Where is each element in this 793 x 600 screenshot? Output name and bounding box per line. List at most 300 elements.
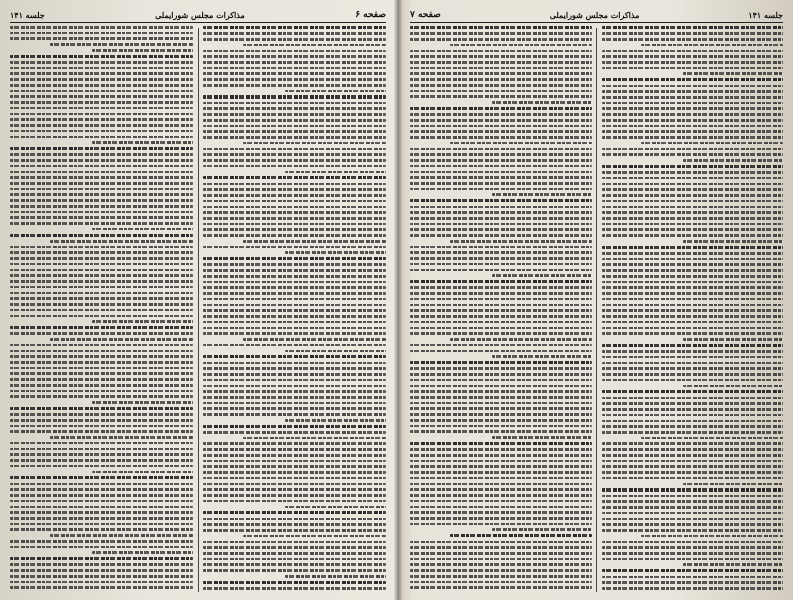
text-line bbox=[10, 488, 193, 491]
text-line bbox=[410, 84, 592, 87]
text-line bbox=[410, 72, 592, 75]
text-line bbox=[10, 476, 193, 479]
text-line bbox=[10, 211, 193, 214]
text-line bbox=[410, 113, 592, 116]
text-line bbox=[203, 125, 386, 128]
text-line bbox=[683, 240, 783, 243]
text-line bbox=[410, 546, 592, 549]
text-line bbox=[203, 148, 386, 151]
text-line bbox=[410, 558, 592, 561]
text-line bbox=[602, 465, 784, 468]
text-line bbox=[203, 61, 386, 64]
text-line bbox=[410, 251, 592, 254]
text-column-left bbox=[410, 26, 592, 594]
text-line bbox=[410, 107, 592, 110]
text-line bbox=[203, 511, 386, 514]
text-line bbox=[450, 338, 592, 341]
text-line bbox=[10, 390, 193, 393]
text-line bbox=[410, 206, 592, 209]
text-line bbox=[203, 402, 386, 405]
text-line bbox=[410, 350, 592, 353]
text-line bbox=[410, 586, 592, 589]
text-line bbox=[602, 367, 784, 370]
text-line bbox=[602, 431, 784, 434]
text-line bbox=[410, 78, 592, 81]
text-line bbox=[683, 72, 783, 75]
text-line bbox=[602, 327, 784, 330]
text-line bbox=[203, 50, 386, 53]
text-line bbox=[602, 321, 784, 324]
text-line bbox=[203, 153, 386, 156]
text-line bbox=[10, 61, 193, 64]
text-line bbox=[10, 332, 193, 335]
text-line bbox=[410, 176, 592, 179]
text-line bbox=[10, 546, 193, 549]
text-line bbox=[492, 355, 592, 358]
text-line bbox=[410, 563, 592, 566]
text-line bbox=[243, 535, 386, 538]
text-line bbox=[10, 90, 193, 93]
text-line bbox=[10, 101, 193, 104]
text-line bbox=[410, 159, 592, 162]
text-line bbox=[602, 587, 784, 590]
text-line bbox=[602, 518, 784, 521]
text-line bbox=[285, 90, 386, 93]
text-line bbox=[410, 223, 592, 226]
text-line bbox=[203, 95, 386, 98]
text-line bbox=[203, 344, 386, 347]
text-line bbox=[203, 448, 386, 451]
text-line bbox=[203, 442, 386, 445]
text-line bbox=[203, 38, 386, 41]
text-line bbox=[10, 216, 193, 219]
text-line bbox=[410, 292, 592, 295]
text-line bbox=[683, 338, 783, 341]
text-line bbox=[410, 500, 592, 503]
text-column-right bbox=[203, 26, 386, 594]
text-line bbox=[410, 38, 592, 41]
text-line bbox=[641, 535, 783, 538]
text-line bbox=[203, 396, 386, 399]
text-line bbox=[410, 188, 592, 191]
text-line bbox=[203, 569, 386, 572]
text-line bbox=[203, 130, 386, 133]
text-line bbox=[10, 586, 193, 589]
text-line bbox=[203, 385, 386, 388]
text-line bbox=[285, 171, 386, 174]
text-line bbox=[10, 234, 193, 237]
text-line bbox=[410, 425, 592, 428]
text-line bbox=[602, 420, 784, 423]
text-line bbox=[410, 454, 592, 457]
text-line bbox=[203, 454, 386, 457]
text-line bbox=[602, 269, 784, 272]
text-line bbox=[410, 263, 592, 266]
text-line bbox=[10, 95, 193, 98]
text-line bbox=[410, 332, 592, 335]
text-line bbox=[410, 361, 592, 364]
text-line bbox=[602, 309, 784, 312]
text-line bbox=[92, 141, 193, 144]
text-line bbox=[203, 327, 386, 330]
text-line bbox=[10, 500, 193, 503]
text-line bbox=[492, 101, 592, 104]
text-line bbox=[92, 401, 193, 404]
text-line bbox=[10, 367, 193, 370]
text-line bbox=[602, 200, 784, 203]
text-line bbox=[410, 321, 592, 324]
text-line bbox=[10, 55, 193, 58]
text-line bbox=[10, 292, 193, 295]
text-line bbox=[410, 90, 592, 93]
text-line bbox=[203, 315, 386, 318]
text-line bbox=[203, 465, 386, 468]
text-line bbox=[285, 506, 386, 509]
text-line bbox=[410, 211, 592, 214]
text-line bbox=[602, 390, 784, 393]
text-line bbox=[10, 344, 193, 347]
text-line bbox=[602, 211, 784, 214]
text-line bbox=[10, 361, 193, 364]
text-line bbox=[243, 338, 386, 341]
text-line bbox=[410, 304, 592, 307]
text-line bbox=[492, 436, 592, 439]
text-line bbox=[602, 344, 784, 347]
right-page-header bbox=[410, 8, 783, 23]
text-line bbox=[10, 297, 193, 300]
text-line bbox=[641, 44, 783, 47]
text-line bbox=[203, 546, 386, 549]
text-line bbox=[10, 442, 193, 445]
text-line bbox=[602, 281, 784, 284]
right-page bbox=[400, 0, 793, 600]
text-line bbox=[641, 437, 783, 440]
text-line bbox=[410, 280, 592, 283]
text-line bbox=[602, 454, 784, 457]
text-line bbox=[602, 177, 784, 180]
text-line bbox=[203, 460, 386, 463]
text-line bbox=[602, 569, 784, 572]
text-line bbox=[10, 372, 193, 375]
text-line bbox=[410, 483, 592, 486]
text-line bbox=[203, 494, 386, 497]
text-line bbox=[602, 408, 784, 411]
text-line bbox=[10, 355, 193, 358]
text-line bbox=[50, 534, 193, 537]
text-line bbox=[602, 356, 784, 359]
text-line bbox=[203, 292, 386, 295]
text-line bbox=[602, 541, 784, 544]
text-line bbox=[10, 425, 193, 428]
text-line bbox=[10, 78, 193, 81]
text-line bbox=[602, 414, 784, 417]
text-line bbox=[203, 32, 386, 35]
text-line bbox=[602, 234, 784, 237]
text-line bbox=[602, 529, 784, 532]
text-line bbox=[602, 50, 784, 53]
text-line bbox=[203, 587, 386, 590]
text-line bbox=[10, 448, 193, 451]
text-line bbox=[203, 183, 386, 186]
text-line bbox=[203, 541, 386, 544]
text-line bbox=[410, 552, 592, 555]
text-line bbox=[10, 465, 193, 468]
text-line bbox=[602, 130, 784, 133]
text-line bbox=[203, 78, 386, 81]
text-line bbox=[602, 125, 784, 128]
text-line bbox=[203, 67, 386, 70]
left-page-header bbox=[10, 8, 386, 23]
text-line bbox=[602, 223, 784, 226]
text-line bbox=[10, 113, 193, 116]
text-line bbox=[10, 459, 193, 462]
text-line bbox=[50, 436, 193, 439]
text-line bbox=[410, 165, 592, 168]
text-line bbox=[203, 26, 386, 29]
text-line bbox=[203, 471, 386, 474]
text-line bbox=[92, 471, 193, 474]
text-line bbox=[410, 55, 592, 58]
text-line bbox=[285, 419, 386, 422]
text-line bbox=[203, 367, 386, 370]
text-line bbox=[410, 506, 592, 509]
text-line bbox=[602, 102, 784, 105]
text-line bbox=[203, 84, 386, 87]
text-line bbox=[410, 125, 592, 128]
text-line bbox=[410, 257, 592, 260]
text-line bbox=[92, 551, 193, 554]
text-line bbox=[10, 222, 193, 225]
text-line bbox=[10, 407, 193, 410]
text-line bbox=[410, 298, 592, 301]
text-line bbox=[203, 206, 386, 209]
right-page-session: جلسه ۱۴۱ bbox=[748, 10, 783, 20]
text-line bbox=[10, 37, 193, 40]
text-line bbox=[410, 67, 592, 70]
text-line bbox=[203, 355, 386, 358]
text-line bbox=[410, 228, 592, 231]
text-line bbox=[203, 188, 386, 191]
text-line bbox=[602, 148, 784, 151]
text-line bbox=[410, 26, 592, 29]
text-line bbox=[602, 298, 784, 301]
text-line bbox=[602, 471, 784, 474]
text-line bbox=[602, 425, 784, 428]
text-line bbox=[450, 44, 592, 47]
text-line bbox=[10, 315, 193, 318]
text-line bbox=[410, 581, 592, 584]
text-line bbox=[203, 529, 386, 532]
text-line bbox=[203, 379, 386, 382]
text-line bbox=[203, 581, 386, 584]
text-line bbox=[410, 344, 592, 347]
text-line bbox=[203, 373, 386, 376]
text-line bbox=[410, 50, 592, 53]
text-line bbox=[602, 61, 784, 64]
column-divider bbox=[198, 28, 199, 592]
left-page-session: جلسه ۱۴۱ bbox=[10, 10, 45, 20]
text-line bbox=[602, 246, 784, 249]
text-line bbox=[10, 384, 193, 387]
text-line bbox=[10, 511, 193, 514]
text-line bbox=[10, 528, 193, 531]
text-line bbox=[203, 431, 386, 434]
text-line bbox=[602, 275, 784, 278]
text-line bbox=[410, 430, 592, 433]
text-line bbox=[602, 171, 784, 174]
text-line bbox=[203, 107, 386, 110]
text-line bbox=[10, 67, 193, 70]
text-line bbox=[203, 552, 386, 555]
text-line bbox=[602, 32, 784, 35]
text-line bbox=[203, 425, 386, 428]
text-line bbox=[92, 320, 193, 323]
text-line bbox=[50, 338, 193, 341]
text-line bbox=[10, 269, 193, 272]
text-line bbox=[10, 193, 193, 196]
text-line bbox=[602, 523, 784, 526]
text-line bbox=[203, 223, 386, 226]
text-line bbox=[203, 102, 386, 105]
text-line bbox=[203, 217, 386, 220]
text-line bbox=[285, 575, 386, 578]
text-line bbox=[203, 298, 386, 301]
right-page-number: صفحه ۷ bbox=[410, 10, 441, 20]
text-line bbox=[410, 234, 592, 237]
text-line bbox=[10, 159, 193, 162]
text-line bbox=[10, 84, 193, 87]
text-line bbox=[410, 61, 592, 64]
text-line bbox=[410, 379, 592, 382]
text-line bbox=[10, 506, 193, 509]
text-line bbox=[450, 142, 592, 145]
text-line bbox=[10, 130, 193, 133]
text-line bbox=[10, 378, 193, 381]
text-line bbox=[602, 263, 784, 266]
text-line bbox=[203, 523, 386, 526]
text-line bbox=[203, 413, 386, 416]
text-line bbox=[10, 257, 193, 260]
text-line bbox=[10, 251, 193, 254]
text-line bbox=[602, 506, 784, 509]
text-line bbox=[410, 523, 592, 526]
text-line bbox=[602, 252, 784, 255]
left-page-number: صفحه ۶ bbox=[355, 10, 386, 20]
text-line bbox=[602, 136, 784, 139]
text-line bbox=[602, 460, 784, 463]
text-line bbox=[602, 581, 784, 584]
text-line bbox=[203, 263, 386, 266]
text-line bbox=[410, 286, 592, 289]
text-line bbox=[203, 119, 386, 122]
text-line bbox=[10, 188, 193, 191]
text-line bbox=[602, 500, 784, 503]
text-line bbox=[602, 402, 784, 405]
text-line bbox=[410, 269, 592, 272]
text-line bbox=[203, 518, 386, 521]
text-line bbox=[410, 442, 592, 445]
text-line bbox=[203, 281, 386, 284]
text-line bbox=[410, 130, 592, 133]
text-line bbox=[10, 326, 193, 329]
text-line bbox=[243, 437, 386, 440]
text-line bbox=[10, 350, 193, 353]
text-line bbox=[203, 211, 386, 214]
text-line bbox=[602, 217, 784, 220]
text-line bbox=[683, 563, 783, 566]
text-line bbox=[203, 500, 386, 503]
text-line bbox=[203, 200, 386, 203]
text-column-right bbox=[602, 26, 784, 594]
text-line bbox=[602, 442, 784, 445]
text-line bbox=[410, 95, 592, 98]
text-line bbox=[410, 448, 592, 451]
text-line bbox=[683, 483, 783, 486]
text-line bbox=[410, 148, 592, 151]
text-line bbox=[410, 217, 592, 220]
text-line bbox=[203, 234, 386, 237]
text-line bbox=[602, 113, 784, 116]
text-line bbox=[410, 575, 592, 578]
text-line bbox=[10, 413, 193, 416]
text-line bbox=[92, 49, 193, 52]
text-line bbox=[410, 199, 592, 202]
text-line bbox=[492, 193, 592, 196]
text-line bbox=[410, 315, 592, 318]
text-line bbox=[410, 171, 592, 174]
text-line bbox=[410, 119, 592, 122]
text-line bbox=[602, 350, 784, 353]
text-line bbox=[410, 488, 592, 491]
text-line bbox=[243, 240, 386, 243]
text-line bbox=[203, 72, 386, 75]
text-line bbox=[410, 465, 592, 468]
text-line bbox=[410, 511, 592, 514]
text-line bbox=[602, 495, 784, 498]
text-line bbox=[602, 78, 784, 81]
text-line bbox=[10, 517, 193, 520]
text-line bbox=[410, 477, 592, 480]
text-line bbox=[10, 263, 193, 266]
text-line bbox=[410, 136, 592, 139]
text-line bbox=[410, 460, 592, 463]
text-line bbox=[450, 240, 592, 243]
text-line bbox=[410, 182, 592, 185]
text-line bbox=[683, 159, 783, 162]
text-line bbox=[602, 552, 784, 555]
text-line bbox=[203, 309, 386, 312]
right-page-title: مذاکرات مجلس شورایملی bbox=[549, 10, 640, 20]
text-line bbox=[602, 512, 784, 515]
text-line bbox=[602, 488, 784, 491]
text-line bbox=[602, 67, 784, 70]
text-line bbox=[641, 142, 783, 145]
text-line bbox=[602, 315, 784, 318]
text-line bbox=[602, 286, 784, 289]
text-line bbox=[203, 159, 386, 162]
text-line bbox=[492, 528, 592, 531]
text-line bbox=[410, 385, 592, 388]
text-line bbox=[10, 286, 193, 289]
text-line bbox=[10, 32, 193, 35]
text-line bbox=[602, 228, 784, 231]
text-line bbox=[10, 124, 193, 127]
text-line bbox=[10, 136, 193, 139]
text-line bbox=[602, 38, 784, 41]
text-line bbox=[285, 251, 386, 254]
text-line bbox=[10, 280, 193, 283]
text-line bbox=[10, 72, 193, 75]
